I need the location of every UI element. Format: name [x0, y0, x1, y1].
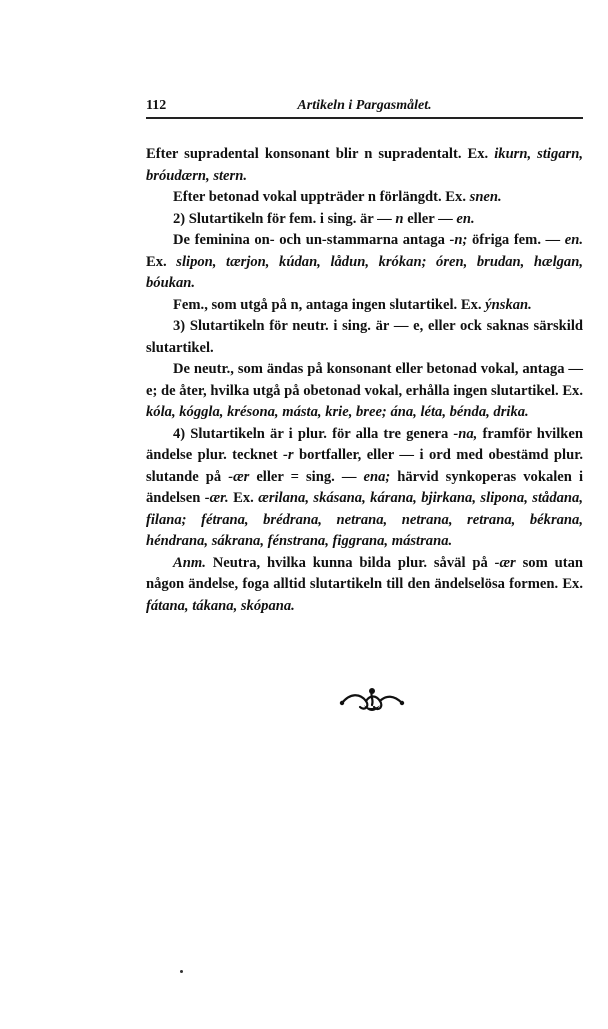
- paragraph: [146, 209, 583, 231]
- example-words: Anm.: [173, 554, 206, 571]
- example-words: kóla, kóggla, krésona, másta, krie, bree;: [146, 404, 387, 420]
- example-words: -na,: [453, 425, 478, 442]
- paragraph-text: framför hvilken ändelse plur. tecknet: [146, 425, 583, 463]
- paragraph: [146, 144, 583, 187]
- paragraph-text: 2) Slutartikeln för fem. i sing. är —: [173, 210, 396, 227]
- paragraph-text: Fem., som utgå på n, antaga ingen slutartikel. Ex.: [173, 296, 486, 313]
- paragraph-text: 3) Slutartikeln för neutr. i sing. är — e, eller ock saknas särskild slutartikel.: [146, 318, 583, 356]
- paragraph-text: eller = sing. —: [249, 468, 364, 485]
- fleuron-icon: [336, 685, 408, 715]
- paragraph-text: 4) Slutartikeln är i plur. för alla tre genera: [173, 425, 454, 442]
- example-words: ikurn, stigarn, bróudærn, stern.: [146, 146, 583, 184]
- example-words: n: [395, 210, 404, 227]
- paragraph: [146, 295, 583, 317]
- paragraph: [146, 359, 583, 424]
- paragraph: [146, 424, 583, 553]
- paragraph-text: bortfaller, eller — i ord med obestämd plur. slutande på: [146, 447, 583, 485]
- example-words: snen.: [469, 189, 502, 205]
- example-words: en.: [456, 210, 475, 227]
- example-words: ærilana, skásana, kárana, bjirkana, slipona, stådana, filana; fétrana, brédrana, netrana, netrana, retrana, békrana, héndrana, sákrana, fénstrana, figgrana, mástrana.: [146, 490, 583, 549]
- page-header: [146, 98, 583, 118]
- paragraph-text: Ex.: [228, 490, 259, 506]
- example-words: ena;: [363, 468, 391, 485]
- paragraph-text: härvid synkoperas vokalen i ändelsen: [146, 468, 583, 506]
- header-rule: [146, 117, 583, 119]
- page-number: 112: [146, 98, 167, 113]
- paragraph: [146, 553, 583, 618]
- body-text: [146, 144, 583, 617]
- paragraph-text: eller —: [403, 210, 457, 227]
- paragraph-text: som utan någon ändelse, foga alltid slutartikeln till den ändelselösa formen. Ex.: [146, 554, 583, 592]
- example-words: -ær: [494, 554, 516, 571]
- example-words: ána, léta, bénda, drika.: [390, 404, 529, 420]
- example-words: -ær: [228, 468, 250, 485]
- paragraph-text: De feminina on- och un-stammarna antaga: [173, 232, 450, 248]
- paragraph: [146, 230, 583, 295]
- example-words: -r: [283, 447, 294, 463]
- running-title: Artikeln i Pargasmålet.: [297, 98, 432, 113]
- paragraph-text: De neutr., som ändas på konsonant eller betonad vokal, antaga — e; de åter, hvilka utgå på obetonad vokal, erhålla ingen slutartikel. Ex.: [146, 361, 583, 399]
- example-words: -n;: [449, 232, 468, 248]
- paragraph-text: Ex.: [146, 253, 177, 270]
- example-words: en.: [564, 232, 583, 248]
- paragraph-text: Efter betonad vokal uppträder n förlängdt. Ex.: [173, 189, 470, 205]
- example-words: ýnskan.: [485, 296, 532, 313]
- paragraph-text: öfriga fem. —: [467, 232, 565, 248]
- example-words: -ær.: [204, 490, 229, 506]
- paragraph-text: Efter supradental konsonant blir n supradentalt. Ex.: [146, 146, 495, 162]
- example-words: fátana, tákana, skópana.: [146, 597, 295, 614]
- paragraph: [146, 187, 583, 209]
- footer-dot: [180, 970, 183, 973]
- example-words: slipon, tærjon, kúdan, lådun, krókan; óren, brudan, hælgan, bóukan.: [146, 253, 583, 291]
- paragraph-text: Neutra, hvilka kunna bilda plur. såväl på: [205, 554, 495, 571]
- paragraph: [146, 316, 583, 359]
